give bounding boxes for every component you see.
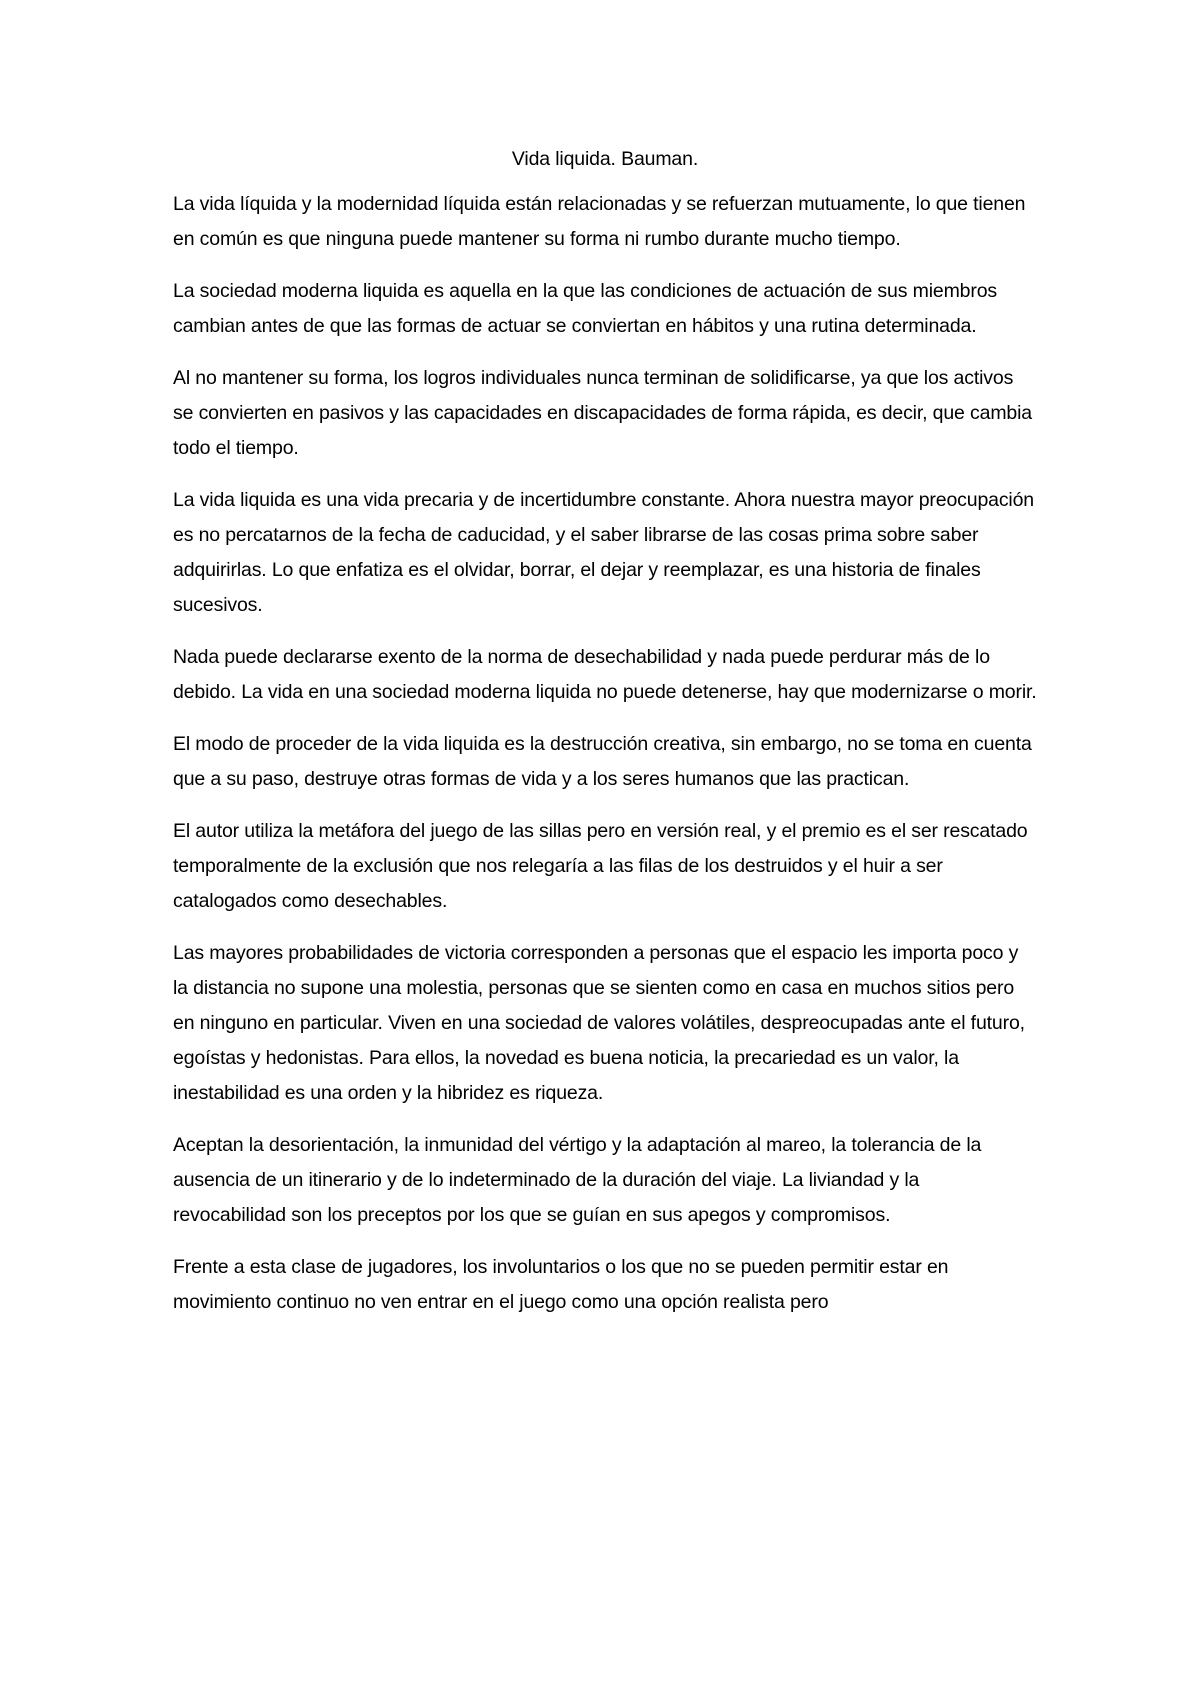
paragraph-6: El modo de proceder de la vida liquida es la destrucción creativa, sin embargo, no se toma en cuenta que a su paso, destruye otras formas de vida y a los seres humanos que las practican. xyxy=(173,733,1032,790)
document-title: Vida liquida. Bauman. xyxy=(511,148,699,170)
paragraph-8: Las mayores probabilidades de victoria corresponden a personas que el espacio les importa poco y la distancia no supone una molestia, personas que se sienten como en casa en muchos sitios pero en ninguno en particular. Viven en una sociedad de valores volátiles, despreocupadas ante el futuro, egoístas y hedonistas. Para ellos, la novedad es buena noticia, la precariedad es un valor, la inestabilidad es una orden y la hibridez es riqueza. xyxy=(173,942,1025,1104)
paragraph-4: La vida liquida es una vida precaria y de incertidumbre constante. Ahora nuestra mayor preocupación es no percatarnos de la fecha de caducidad, y el saber librarse de las cosas prima sobre saber adquirirlas. Lo que enfatiza es el olvidar, borrar, el dejar y reemplazar, es una historia de finales sucesivos. xyxy=(173,489,1035,616)
document-body xyxy=(173,142,1037,1337)
paragraph-9: Aceptan la desorientación, la inmunidad del vértigo y la adaptación al mareo, la tolerancia de la ausencia de un itinerario y de lo indeterminado de la duración del viaje. La liviandad y la revocabilidad son los preceptos por los que se guían en sus apegos y compromisos. xyxy=(173,1134,982,1226)
paragraph-5: Nada puede declararse exento de la norma de desechabilidad y nada puede perdurar más de lo debido. La vida en una sociedad moderna liquida no puede detenerse, hay que modernizarse o morir. xyxy=(173,646,1037,703)
paragraph-2: La sociedad moderna liquida es aquella en la que las condiciones de actuación de sus miembros cambian antes de que las formas de actuar se conviertan en hábitos y una rutina determinada. xyxy=(173,280,997,337)
paragraph-1: La vida líquida y la modernidad líquida están relacionadas y se refuerzan mutuamente, lo que tienen en común es que ninguna puede mantener su forma ni rumbo durante mucho tiempo. xyxy=(173,193,1026,250)
paragraph-10: Frente a esta clase de jugadores, los involuntarios o los que no se pueden permitir estar en movimiento continuo no ven entrar en el juego como una opción realista pero xyxy=(173,1256,949,1313)
paragraph-7: El autor utiliza la metáfora del juego de las sillas pero en versión real, y el premio es el ser rescatado temporalmente de la exclusión que nos relegaría a las filas de los destruidos y el huir a ser catalogados como desechables. xyxy=(173,820,1028,912)
paragraph-3: Al no mantener su forma, los logros individuales nunca terminan de solidificarse, ya que los activos se convierten en pasivos y las capacidades en discapacidades de forma rápida, es decir, que cambia todo el tiempo. xyxy=(173,367,1032,459)
